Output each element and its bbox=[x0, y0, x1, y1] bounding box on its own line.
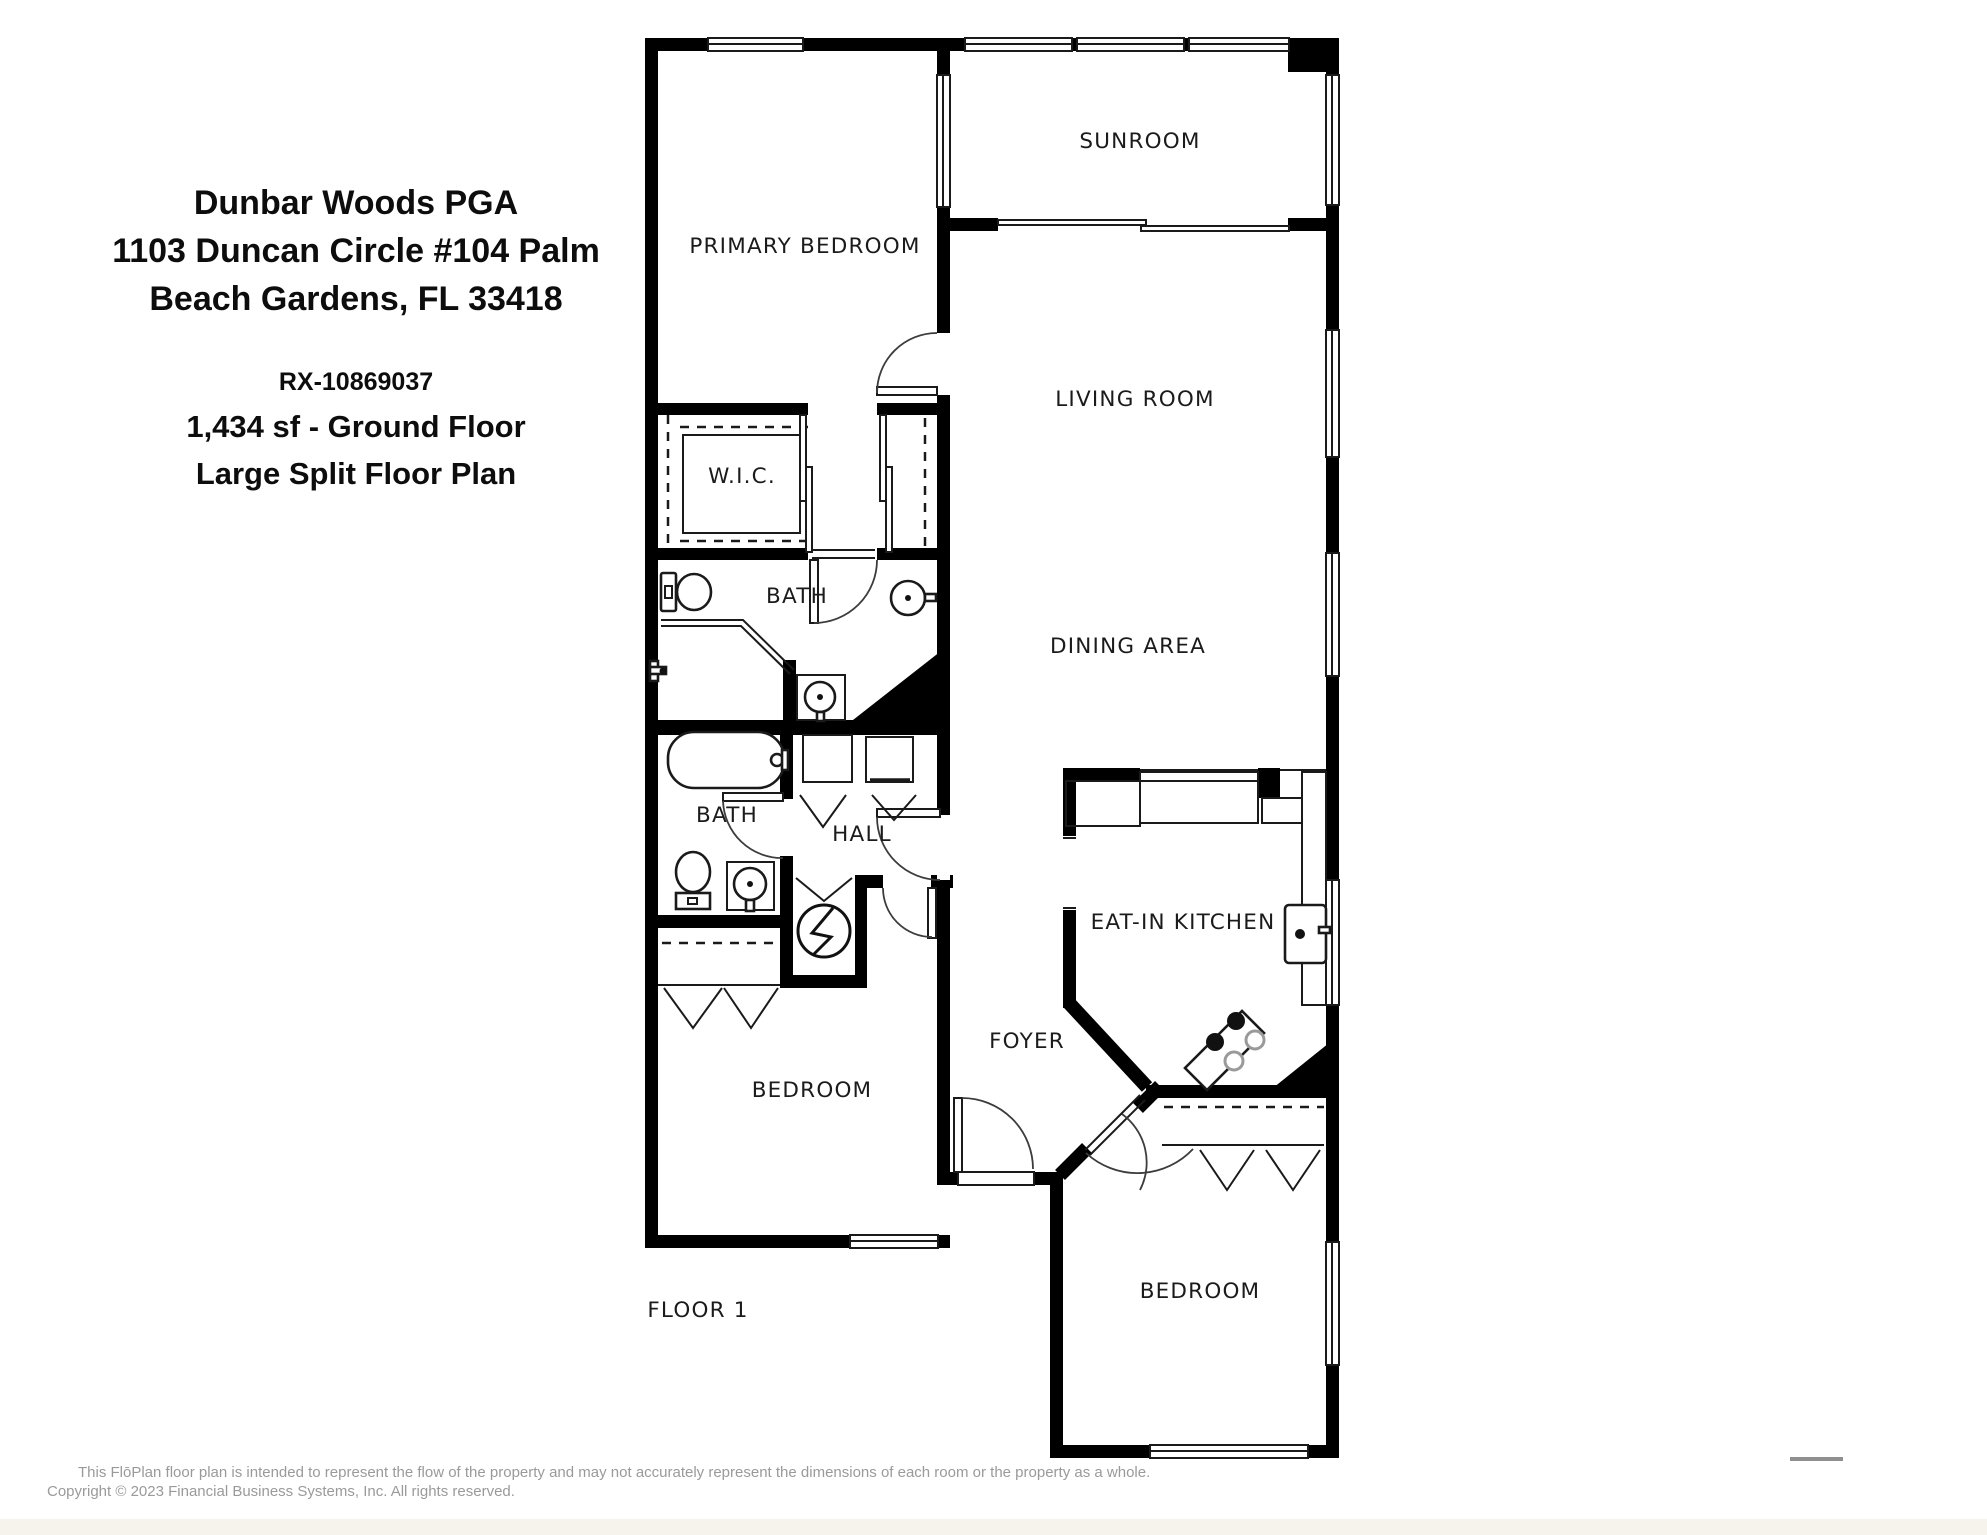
window bbox=[1326, 553, 1339, 676]
kitchen-sink-icon bbox=[1285, 905, 1330, 963]
room-label-living-room: LIVING ROOM bbox=[1055, 387, 1215, 412]
stove-icon bbox=[1185, 1011, 1264, 1090]
window bbox=[1326, 75, 1339, 205]
room-label-eat-in-kitchen: EAT-IN KITCHEN bbox=[1090, 910, 1276, 935]
floor-label: FLOOR 1 bbox=[647, 1298, 749, 1323]
window bbox=[1077, 38, 1184, 51]
sink-icon bbox=[891, 581, 936, 615]
window bbox=[708, 38, 803, 51]
cabinet-icon bbox=[866, 737, 913, 782]
sink-icon bbox=[797, 675, 845, 721]
entry-threshold bbox=[958, 1172, 1034, 1185]
room-label-hall-bath: BATH bbox=[696, 803, 758, 828]
title-block bbox=[112, 184, 600, 491]
bifold-door-icon bbox=[664, 988, 722, 1028]
door-entry bbox=[954, 1098, 1033, 1172]
door-bedroom-left bbox=[883, 888, 936, 938]
window bbox=[1189, 38, 1289, 51]
window bbox=[1326, 1242, 1339, 1365]
toilet-icon bbox=[676, 852, 710, 909]
closet-slider-door bbox=[886, 467, 892, 552]
window bbox=[1150, 1445, 1308, 1458]
window bbox=[850, 1235, 938, 1248]
window bbox=[937, 75, 950, 207]
kitchen-counter bbox=[1066, 772, 1326, 1005]
room-label-dining-area: DINING AREA bbox=[1049, 634, 1207, 659]
water-heater-icon bbox=[798, 905, 850, 957]
fixtures bbox=[650, 573, 1330, 1090]
bifold-door-icon bbox=[724, 988, 778, 1028]
room-label-primary-bedroom: PRIMARY BEDROOM bbox=[689, 234, 921, 259]
mls-number: RX-10869037 bbox=[278, 368, 434, 396]
bottom-strip bbox=[0, 1519, 1987, 1535]
footer-copyright: Copyright © 2023 Financial Business Systems, Inc. All rights reserved. bbox=[47, 1483, 515, 1500]
bifold-door-icon bbox=[1266, 1150, 1320, 1190]
room-label-hall: HALL bbox=[832, 822, 892, 847]
shower-icon bbox=[650, 620, 794, 681]
divider-dash bbox=[1790, 1457, 1843, 1461]
footer bbox=[47, 1464, 1150, 1500]
bifold-door-icon bbox=[1200, 1150, 1254, 1190]
room-label-foyer: FOYER bbox=[989, 1029, 1065, 1054]
room-label-bedroom-left: BEDROOM bbox=[751, 1078, 873, 1103]
plan-style: Large Split Floor Plan bbox=[195, 456, 517, 491]
bifold-door-icon bbox=[796, 878, 852, 901]
room-label-wic: W.I.C. bbox=[708, 464, 776, 489]
area-floor: 1,434 sf - Ground Floor bbox=[186, 409, 526, 444]
room-label-sunroom: SUNROOM bbox=[1079, 129, 1201, 154]
window bbox=[1326, 880, 1339, 1005]
footer-disclaimer: This FlōPlan floor plan is intended to represent the flow of the property and may not accurately represent the dimensions of each room or the property as a whole. bbox=[78, 1464, 1151, 1481]
cabinet-icon bbox=[803, 735, 852, 782]
wic-slider-door bbox=[806, 467, 812, 552]
room-label-bedroom-right: BEDROOM bbox=[1139, 1279, 1261, 1304]
window bbox=[965, 38, 1072, 51]
address-line-2: Beach Gardens, FL 33418 bbox=[149, 280, 563, 318]
room-label-primary-bath: BATH bbox=[766, 584, 828, 609]
window bbox=[1326, 330, 1339, 457]
bathtub-icon bbox=[668, 732, 788, 788]
door-primary-bedroom bbox=[877, 333, 937, 395]
address-line-1: 1103 Duncan Circle #104 Palm bbox=[112, 232, 600, 270]
toilet-icon bbox=[661, 573, 711, 611]
sliding-door bbox=[998, 220, 1289, 231]
door-bedroom-right bbox=[1085, 1095, 1193, 1190]
community-name: Dunbar Woods PGA bbox=[193, 184, 519, 222]
sink-icon bbox=[727, 862, 774, 911]
